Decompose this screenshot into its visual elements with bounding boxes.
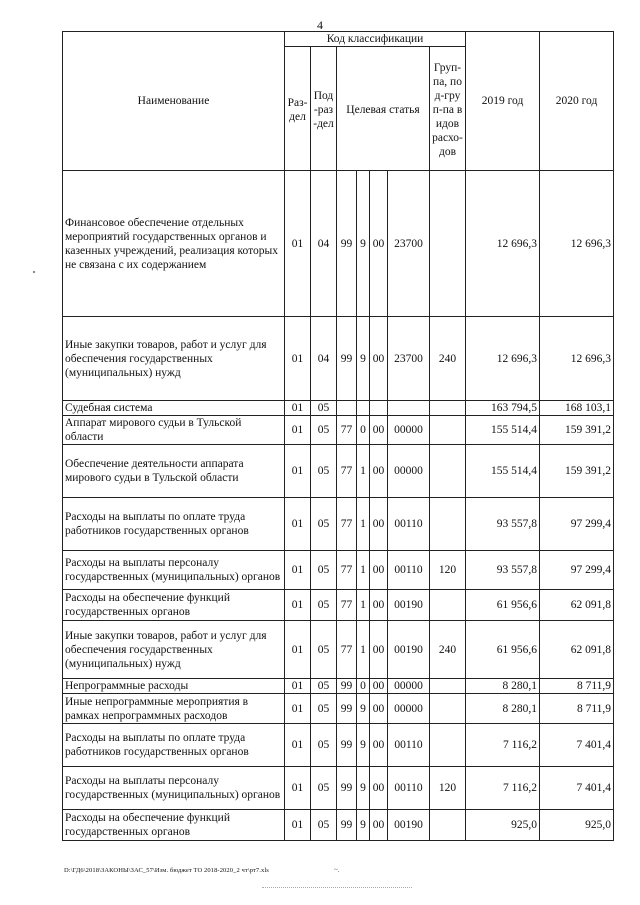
row-name: Расходы на выплаты персоналу государственных (муниципальных) органов	[63, 767, 285, 810]
table-row	[63, 724, 614, 767]
row-subsection: 05	[311, 621, 337, 679]
row-expense-group	[430, 590, 466, 621]
row-section: 01	[285, 171, 311, 317]
row-subsection: 05	[311, 724, 337, 767]
row-value-2020: 159 391,2	[540, 445, 614, 498]
row-section: 01	[285, 551, 311, 590]
row-value-2020: 62 091,8	[540, 621, 614, 679]
row-expense-group	[430, 171, 466, 317]
row-value-2019: 93 557,8	[466, 551, 540, 590]
margin-dot	[33, 271, 35, 273]
row-target-program: 99	[337, 810, 357, 841]
row-target-direction: 00	[370, 810, 388, 841]
table-row	[63, 416, 614, 445]
row-subsection: 05	[311, 551, 337, 590]
row-value-2020: 8 711,9	[540, 679, 614, 694]
row-value-2019: 12 696,3	[466, 317, 540, 401]
table-row	[63, 767, 614, 810]
row-target-direction: 00	[370, 317, 388, 401]
row-value-2019: 61 956,6	[466, 621, 540, 679]
table-row	[63, 498, 614, 551]
table-row	[63, 445, 614, 498]
row-target-program: 77	[337, 621, 357, 679]
row-target-subprogram: 1	[357, 445, 370, 498]
row-value-2019: 925,0	[466, 810, 540, 841]
row-section: 01	[285, 621, 311, 679]
row-subsection: 05	[311, 590, 337, 621]
row-value-2020: 168 103,1	[540, 401, 614, 416]
row-target-code	[388, 401, 430, 416]
row-name: Расходы на выплаты персоналу государственных (муниципальных) органов	[63, 551, 285, 590]
row-target-program: 77	[337, 416, 357, 445]
row-target-direction: 00	[370, 416, 388, 445]
row-value-2020: 62 091,8	[540, 590, 614, 621]
row-section: 01	[285, 445, 311, 498]
header-expense-group: Груп-па, под-груп-па видов расхо-дов	[430, 47, 466, 171]
row-expense-group: 120	[430, 767, 466, 810]
row-target-subprogram: 0	[357, 679, 370, 694]
row-subsection: 05	[311, 767, 337, 810]
table-row	[63, 810, 614, 841]
header-year-2020: 2020 год	[540, 32, 614, 171]
row-target-subprogram: 9	[357, 767, 370, 810]
footer-file-path: D:\ГД6\2018\ЗАКОНЫ\ЗАС_57\Изм. бюджет ТО 2018-2020_2 чт\рт7.xls	[64, 867, 269, 874]
row-subsection: 05	[311, 401, 337, 416]
row-target-program: 77	[337, 551, 357, 590]
table-row	[63, 401, 614, 416]
row-value-2020: 7 401,4	[540, 724, 614, 767]
row-name: Расходы на выплаты по оплате труда работников государственных органов	[63, 498, 285, 551]
row-target-subprogram: 1	[357, 590, 370, 621]
row-expense-group	[430, 724, 466, 767]
row-subsection: 04	[311, 317, 337, 401]
row-name: Финансовое обеспечение отдельных мероприятий государственных органов и казенных учреждений, реализация которых не связана с их содержанием	[63, 171, 285, 317]
row-subsection: 04	[311, 171, 337, 317]
row-expense-group	[430, 401, 466, 416]
row-value-2019: 163 794,5	[466, 401, 540, 416]
header-target: Целевая статья	[337, 47, 430, 171]
row-target-code: 23700	[388, 171, 430, 317]
row-section: 01	[285, 694, 311, 724]
row-name: Расходы на обеспечение функций государственных органов	[63, 590, 285, 621]
row-target-code: 23700	[388, 317, 430, 401]
row-target-code: 00110	[388, 498, 430, 551]
header-subsection: Под-раз-дел	[311, 47, 337, 171]
row-target-direction: 00	[370, 445, 388, 498]
row-target-code: 00110	[388, 767, 430, 810]
row-subsection: 05	[311, 679, 337, 694]
row-target-program: 99	[337, 694, 357, 724]
row-target-direction: 00	[370, 590, 388, 621]
row-value-2019: 12 696,3	[466, 171, 540, 317]
row-target-subprogram: 9	[357, 724, 370, 767]
header-code-group: Код классификации	[285, 32, 466, 47]
row-section: 01	[285, 416, 311, 445]
row-value-2020: 97 299,4	[540, 551, 614, 590]
row-target-direction: 00	[370, 171, 388, 317]
row-target-subprogram	[357, 401, 370, 416]
row-target-code: 00000	[388, 416, 430, 445]
row-section: 01	[285, 679, 311, 694]
row-target-subprogram: 9	[357, 694, 370, 724]
row-value-2019: 155 514,4	[466, 445, 540, 498]
row-value-2019: 8 280,1	[466, 694, 540, 724]
row-target-subprogram: 1	[357, 498, 370, 551]
row-value-2020: 97 299,4	[540, 498, 614, 551]
row-section: 01	[285, 767, 311, 810]
row-target-program: 99	[337, 724, 357, 767]
row-target-direction: 00	[370, 551, 388, 590]
row-target-direction	[370, 401, 388, 416]
row-target-code: 00110	[388, 551, 430, 590]
row-target-subprogram: 9	[357, 317, 370, 401]
header-section: Раз-дел	[285, 47, 311, 171]
table-row	[63, 317, 614, 401]
row-target-code: 00110	[388, 724, 430, 767]
row-name: Судебная система	[63, 401, 285, 416]
row-name: Обеспечение деятельности аппарата мирового судьи в Тульской области	[63, 445, 285, 498]
row-target-code: 00190	[388, 621, 430, 679]
row-expense-group	[430, 694, 466, 724]
row-target-program: 77	[337, 445, 357, 498]
row-target-code: 00190	[388, 590, 430, 621]
row-target-subprogram: 0	[357, 416, 370, 445]
table-body	[63, 32, 614, 841]
table-row	[63, 551, 614, 590]
row-section: 01	[285, 498, 311, 551]
header-year-2019: 2019 год	[466, 32, 540, 171]
row-target-direction: 00	[370, 767, 388, 810]
row-target-program	[337, 401, 357, 416]
row-value-2019: 8 280,1	[466, 679, 540, 694]
row-target-direction: 00	[370, 679, 388, 694]
row-value-2019: 7 116,2	[466, 724, 540, 767]
row-expense-group	[430, 498, 466, 551]
row-value-2020: 7 401,4	[540, 767, 614, 810]
header-name: Наименование	[63, 32, 285, 171]
row-name: Иные закупки товаров, работ и услуг для обеспечения государственных (муниципальных) нужд	[63, 621, 285, 679]
row-target-subprogram: 9	[357, 171, 370, 317]
row-value-2019: 61 956,6	[466, 590, 540, 621]
row-name: Иные непрограммные мероприятия в рамках непрограммных расходов	[63, 694, 285, 724]
row-value-2020: 12 696,3	[540, 317, 614, 401]
row-subsection: 05	[311, 694, 337, 724]
row-subsection: 05	[311, 498, 337, 551]
row-target-program: 77	[337, 498, 357, 551]
header-row-1	[63, 32, 614, 47]
row-value-2019: 155 514,4	[466, 416, 540, 445]
row-subsection: 05	[311, 416, 337, 445]
row-name: Расходы на выплаты по оплате труда работников государственных органов	[63, 724, 285, 767]
row-target-code: 00190	[388, 810, 430, 841]
scan-mark: ~.	[334, 866, 340, 874]
row-value-2020: 925,0	[540, 810, 614, 841]
budget-table	[62, 31, 614, 841]
row-section: 01	[285, 590, 311, 621]
row-expense-group	[430, 679, 466, 694]
row-value-2020: 159 391,2	[540, 416, 614, 445]
row-section: 01	[285, 401, 311, 416]
row-section: 01	[285, 724, 311, 767]
row-target-subprogram: 1	[357, 551, 370, 590]
row-name: Иные закупки товаров, работ и услуг для обеспечения государственных (муниципальных) нужд	[63, 317, 285, 401]
row-value-2020: 8 711,9	[540, 694, 614, 724]
table-row	[63, 590, 614, 621]
row-target-program: 99	[337, 679, 357, 694]
row-target-program: 77	[337, 590, 357, 621]
row-expense-group: 120	[430, 551, 466, 590]
row-expense-group	[430, 416, 466, 445]
row-target-code: 00000	[388, 445, 430, 498]
row-section: 01	[285, 317, 311, 401]
row-name: Расходы на обеспечение функций государственных органов	[63, 810, 285, 841]
table-row	[63, 679, 614, 694]
row-target-program: 99	[337, 767, 357, 810]
row-section: 01	[285, 810, 311, 841]
table-row	[63, 694, 614, 724]
page-number: 4	[317, 18, 323, 32]
row-value-2020: 12 696,3	[540, 171, 614, 317]
row-expense-group: 240	[430, 621, 466, 679]
row-target-code: 00000	[388, 694, 430, 724]
row-target-program: 99	[337, 171, 357, 317]
row-subsection: 05	[311, 810, 337, 841]
row-target-direction: 00	[370, 694, 388, 724]
row-subsection: 05	[311, 445, 337, 498]
row-name: Непрограммные расходы	[63, 679, 285, 694]
table-row	[63, 171, 614, 317]
row-target-subprogram: 1	[357, 621, 370, 679]
row-target-direction: 00	[370, 621, 388, 679]
row-name: Аппарат мирового судьи в Тульской области	[63, 416, 285, 445]
row-target-code: 00000	[388, 679, 430, 694]
row-expense-group	[430, 810, 466, 841]
row-expense-group	[430, 445, 466, 498]
row-value-2019: 7 116,2	[466, 767, 540, 810]
scan-noise	[262, 887, 412, 889]
row-value-2019: 93 557,8	[466, 498, 540, 551]
row-target-direction: 00	[370, 724, 388, 767]
row-target-program: 99	[337, 317, 357, 401]
table-row	[63, 621, 614, 679]
row-target-direction: 00	[370, 498, 388, 551]
row-target-subprogram: 9	[357, 810, 370, 841]
row-expense-group: 240	[430, 317, 466, 401]
